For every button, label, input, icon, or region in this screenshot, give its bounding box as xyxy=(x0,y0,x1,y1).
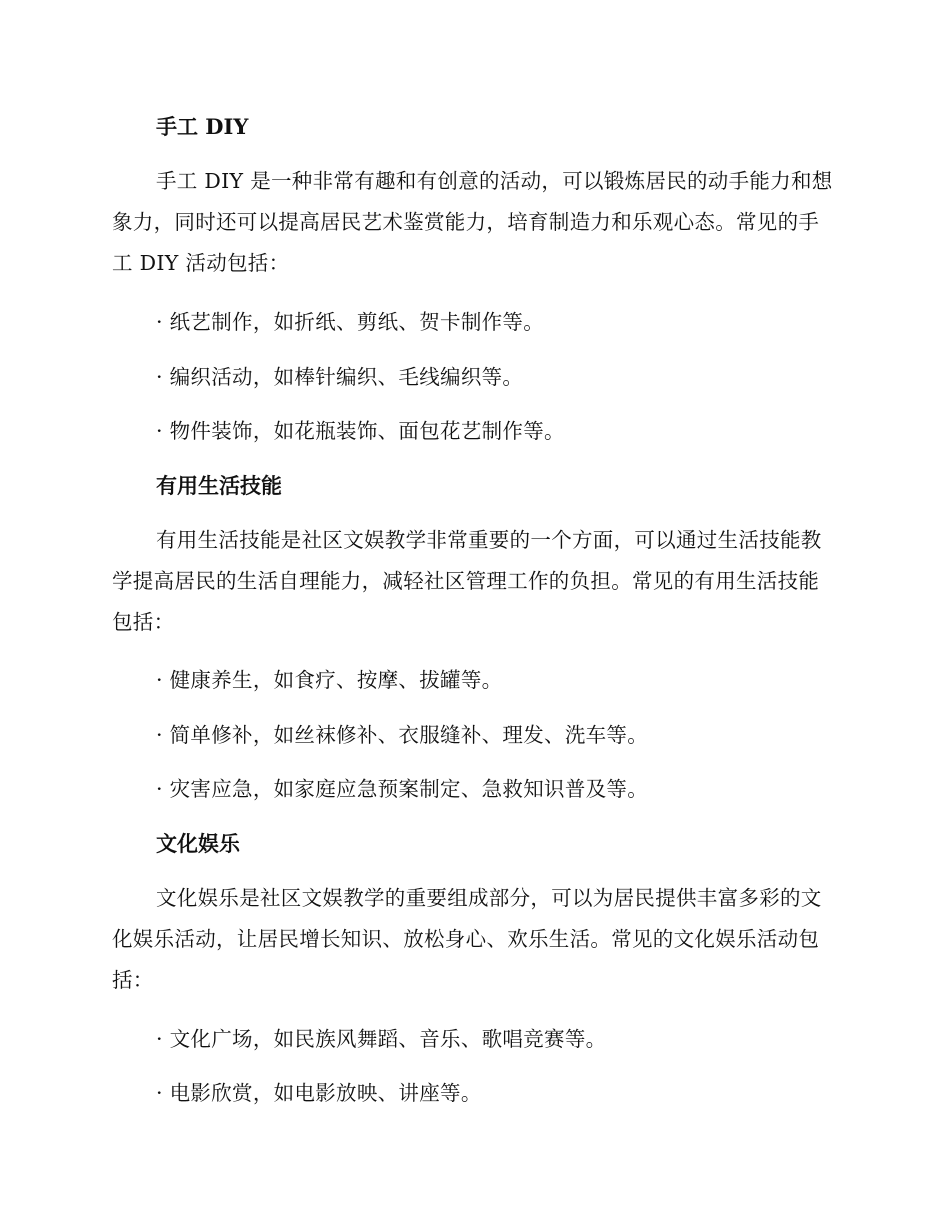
list-item: · 健康养生，如食疗、按摩、拔罐等。 xyxy=(156,668,503,692)
list-item: · 电影欣赏，如电影放映、讲座等。 xyxy=(156,1081,482,1105)
paragraph-culture-entertainment: 文化娱乐是社区文娱教学的重要组成部分，可以为居民提供丰富多彩的文化娱乐活动，让居民增长知识、放松身心、欢乐生活。常见的文化娱乐活动包括： xyxy=(112,886,822,992)
section-heading-handicraft: 手工 DIY xyxy=(156,114,249,139)
list-item: · 纸艺制作，如折纸、剪纸、贺卡制作等。 xyxy=(156,310,545,334)
list-item: · 简单修补，如丝袜修补、衣服缝补、理发、洗车等。 xyxy=(156,723,649,747)
section-heading-culture-entertainment: 文化娱乐 xyxy=(156,831,240,856)
list-item: · 物件装饰，如花瓶装饰、面包花艺制作等。 xyxy=(156,419,565,443)
paragraph-life-skills: 有用生活技能是社区文娱教学非常重要的一个方面，可以通过生活技能教学提高居民的生活自理能力，减轻社区管理工作的负担。常见的有用生活技能包括： xyxy=(112,528,822,634)
list-item: · 编织活动，如棒针编织、毛线编织等。 xyxy=(156,365,524,389)
list-item: · 灾害应急，如家庭应急预案制定、急救知识普及等。 xyxy=(156,777,649,801)
section-heading-life-skills: 有用生活技能 xyxy=(156,473,282,498)
paragraph-handicraft: 手工 DIY 是一种非常有趣和有创意的活动，可以锻炼居民的动手能力和想象力，同时还可以提高居民艺术鉴赏能力，培育制造力和乐观心态。常见的手工 DIY 活动包括： xyxy=(112,169,833,275)
list-item: · 文化广场，如民族风舞蹈、音乐、歌唱竞赛等。 xyxy=(156,1027,607,1051)
